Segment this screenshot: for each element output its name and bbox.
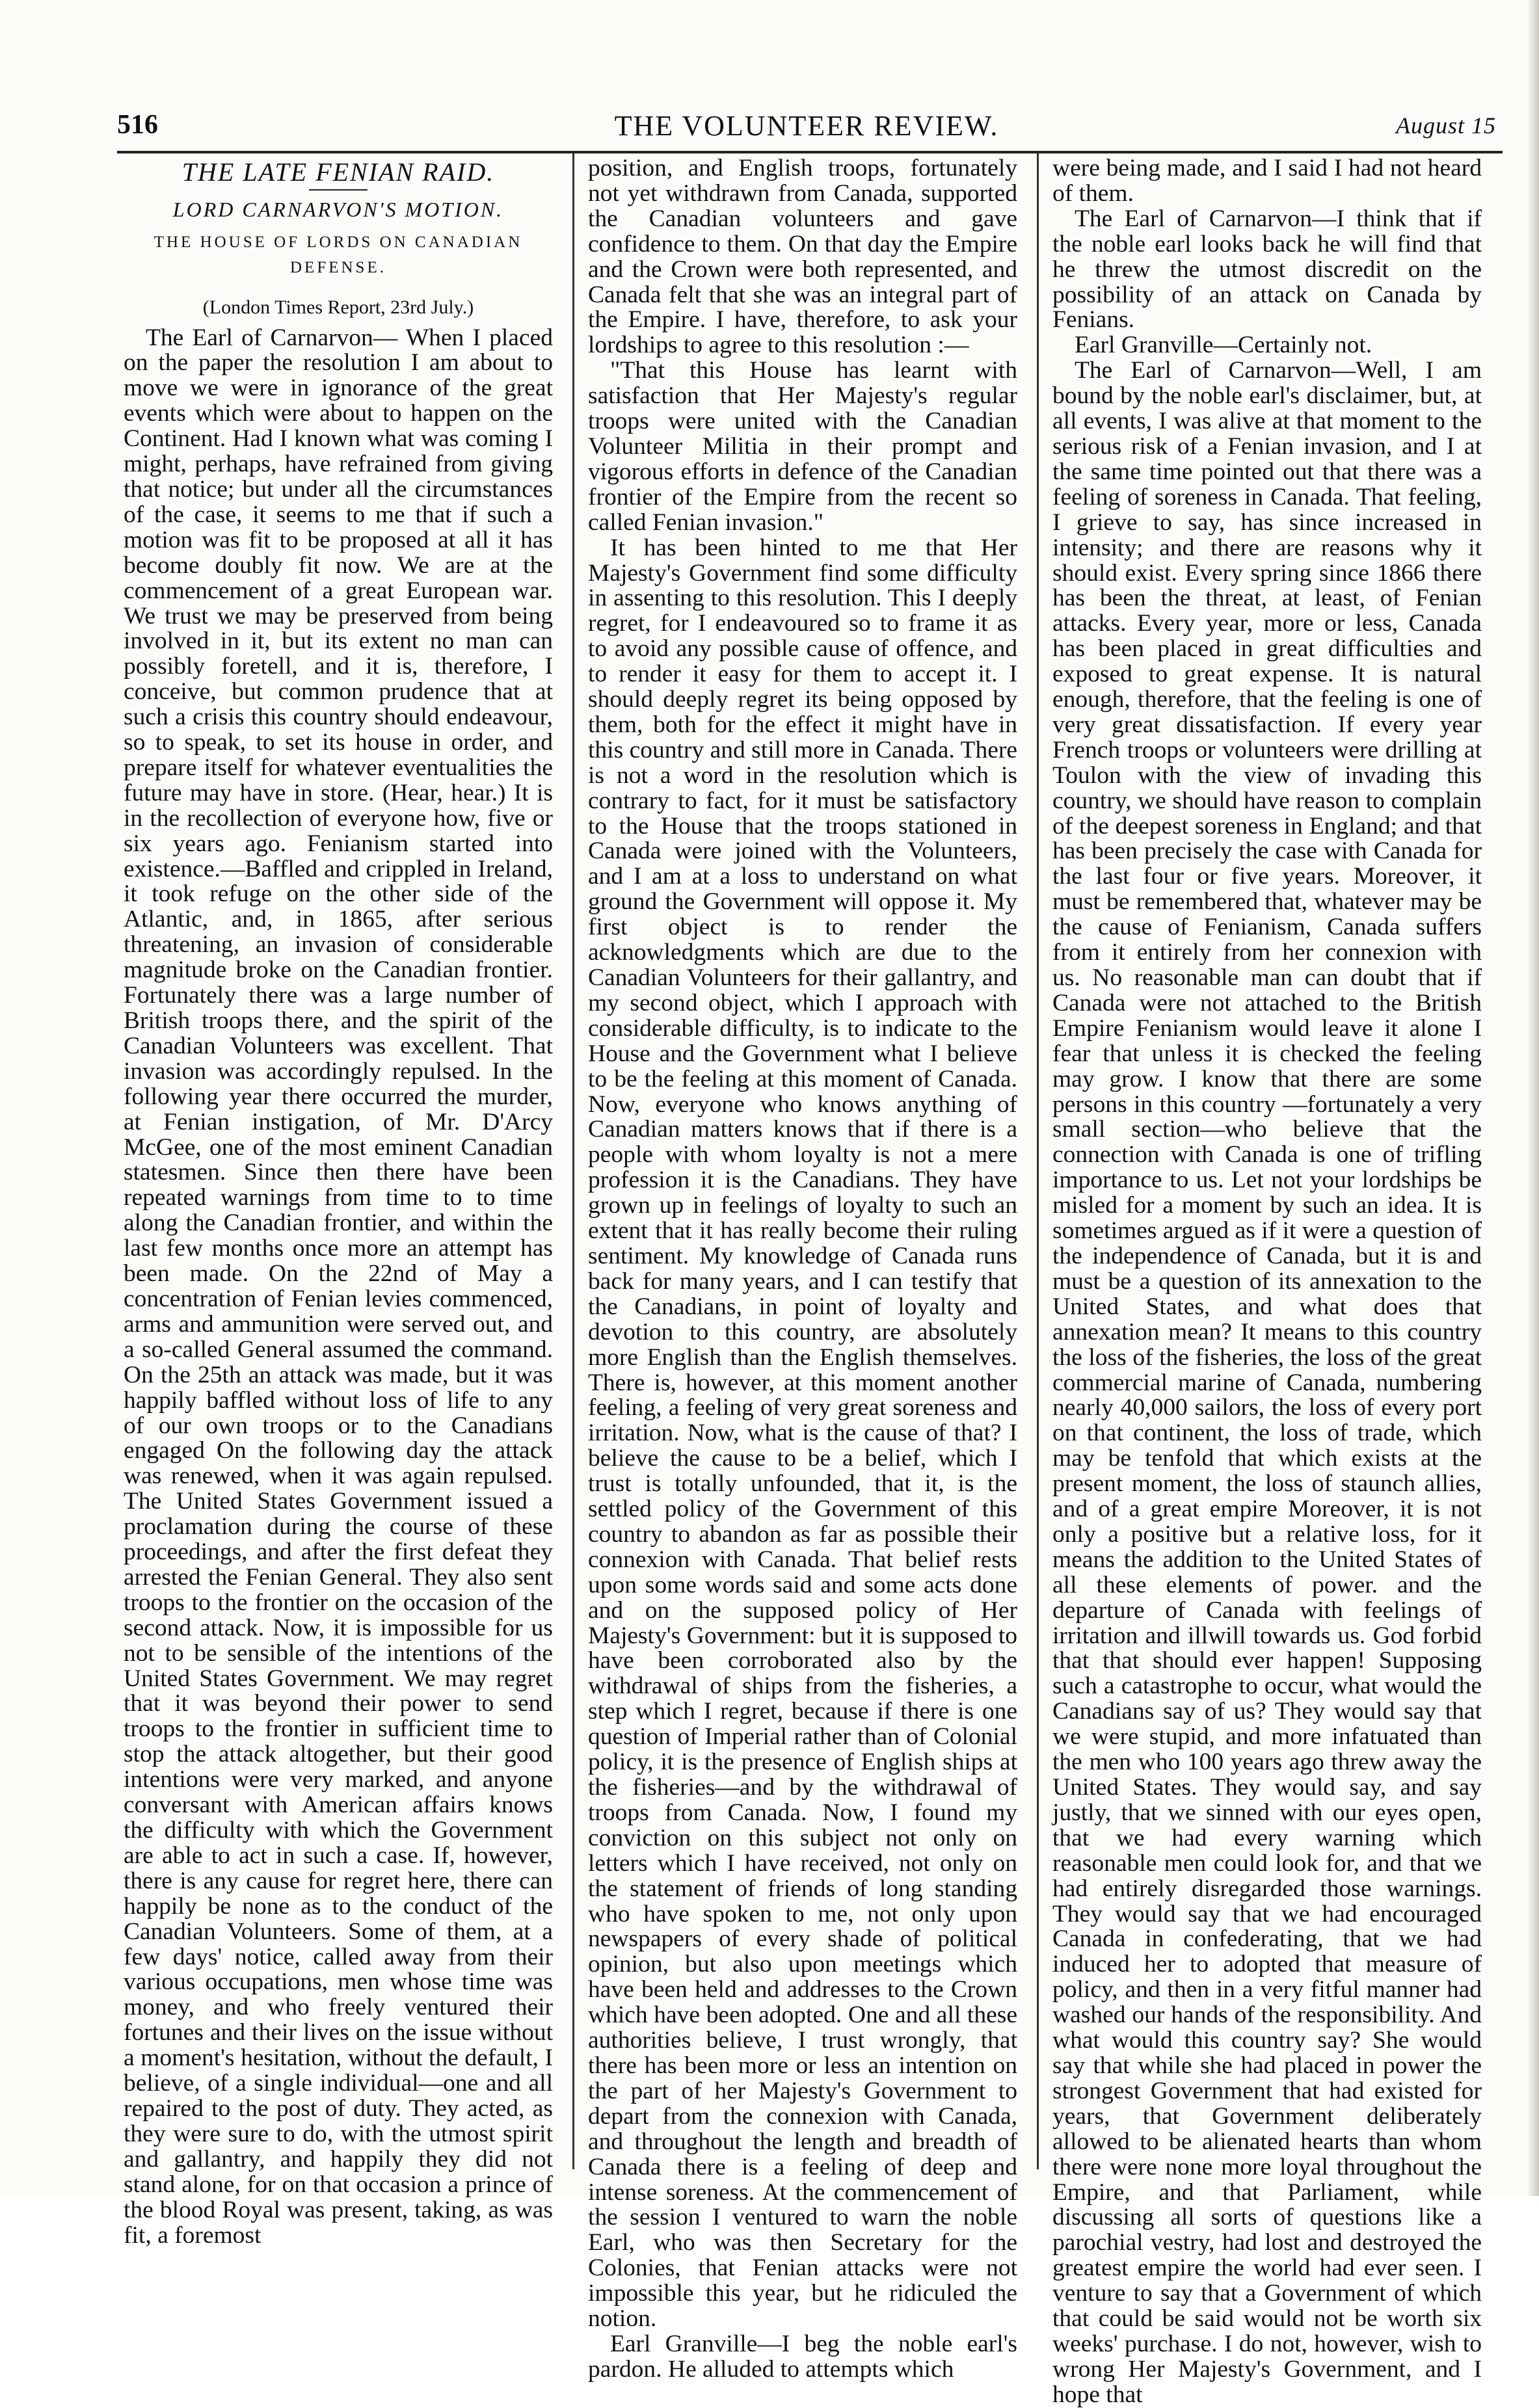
page-edge-shadow [1527,0,1539,2196]
paragraph: were being made, and I said I had not heard of them. [1052,155,1482,207]
issue-date: August 15 [1395,112,1496,139]
paragraph: The Earl of Carnarvon— When I placed on the paper the resolution I am about to move we were in ignorance of the great events which were about to happen on the Continent. Had I known what was coming I might, perhaps, have refrained from giving that notice; but under all the circumstances of the case, it seems to me that if such a motion was fit to be proposed at all it has become doubly fit now. We are at the commencement of a great European war. We trust we may be preserved from being involved in it, but its extent no man can possibly foretell, and it is, therefore, I conceive, but common prudence that at such a crisis this country should endeavour, so to speak, to set its house in order, and prepare itself for whatever eventualities the future may have in store. (Hear, hear.) It is in the recollection of everyone how, five or six years ago. Fenianism started into existence.—Baffled and crippled in Ireland, it took refuge on the other side of the Atlantic, and, in 1865, after serious threatening, an invasion of considerable magnitude broke on the Canadian frontier. Fortunately there was a large number of British troops there, and the spirit of the Canadian Volunteers was excellent. That invasion was accordingly repulsed. In the following year there occurred the murder, at Fenian instigation, of Mr. D'Arcy McGee, one of the most eminent Canadian statesmen. Since then there have been repeated warnings from time to to time along the Canadian frontier, and within the last few months once more an attempt has been made. On the 22nd of May a concentration of Fenian levies commenced, arms and ammunition were served out, and a so-called General assumed the command. On the 25th an attack was made, but it was happily baffled without loss of life to any of our own troops or to the Canadians engaged On the following day the attack was renewed, when it was again repulsed. The United States Government issued a proclamation during the course of these proceedings, and after the first defeat they arrested the Fenian General. They also sent troops to the frontier on the occasion of the second attack. Now, it is impossible for us not to be sensible of the intentions of the United States Government. We may regret that it was beyond their power to send troops to the frontier in sufficient time to stop the attack altogether, but their good intentions were very marked, and anyone conversant with American affairs knows the difficulty with which the Government are able to act in such a case. If, however, there is any cause for regret here, there can happily be none as to the conduct of the Canadian Volunteers. Some of them, at a few days' notice, called away from their various occupations, men whose time was money, and who freely ventured their fortunes and their lives on the issue without a moment's hesitation, without the default, I believe, of a single individual—one and all repaired to the post of duty. They acted, as they were sure to do, with the utmost spirit and gallantry, and happily they did not stand alone, for on that occasion a prince of the blood Royal was present, taking, as was fit, a foremost [124,324,553,2249]
paragraph: The Earl of Carnarvon—I think that if the noble earl looks back he will find that he threw the utmost discredit on the possibility of an attack on Canada by Fenians. [1052,205,1482,334]
text-column-3 [1052,155,1482,2408]
paragraph: It has been hinted to me that Her Majesty's Government find some difficulty in assenting to this resolution. This I deeply regret, for I endeavoured so to frame it as to avoid any possible cause of offence, and to render it easy for them to accept it. I should deeply regret its being opposed by them, both for the effect it might have in this country and still more in Canada. There is not a word in the resolution which is contrary to fact, for it must be satisfactory to the House that the troops stationed in Canada were joined with the Volunteers, and I am at a loss to understand on what ground the Government will oppose it. My first object is to render the acknowledgments which are due to the Canadian Volunteers for their gallantry, and my second object, which I approach with considerable difficulty, is to indicate to the House and the Government what I believe to be the feeling at this moment of Canada. Now, everyone who knows anything of Canadian matters knows that if there is a people with whom loyalty is not a mere profession it is the Canadians. They have grown up in feelings of loyalty to such an extent that it has really become their ruling sentiment. My knowledge of Canada runs back for many years, and I can testify that the Canadians, in point of loyalty and devotion to this country, are absolutely more English than the English themselves. There is, however, at this moment another feeling, a feeling of very great soreness and irritation. Now, what is the cause of that? I believe the cause to be a belief, which I trust is totally unfounded, that it, is the settled policy of the Government of this country to abandon as far as possible their connexion with Canada. That belief rests upon some words said and some acts done and on the supposed policy of Her Majesty's Government: but it is supposed to have been corroborated also by the withdrawal of ships from the fisheries, a step which I regret, because if there is one question of Imperial rather than of Colonial policy, it is the presence of English ships at the fisheries—and by the withdrawal of troops from Canada. Now, I found my conviction on this subject not only on letters which I have received, not only on the statement of friends of long standing who have spoken to me, not only upon newspapers of every shade of political opinion, but also upon meetings which have been held and addresses to the Crown which have been adopted. One and all these authorities believe, I trust wrongly, that there has been more or less an intention on the part of her Majesty's Government to depart from the connexion with Canada, and throughout the length and breadth of Canada there is a feeling of deep and intense soreness. At the commencement of the session I ventured to warn the noble Earl, who was then Secretary for the Colonies, that Fenian attacks were not impossible this year, but he ridiculed the notion. [588,534,1017,2333]
article-title: THE LATE FENIAN RAID. [181,157,495,187]
article-source: (London Times Report, 23rd July.) [202,296,474,318]
publication-title: THE VOLUNTEER REVIEW. [614,110,999,142]
paragraph: Earl Granville—I beg the noble earl's pardon. He alluded to attempts which [588,2330,1017,2383]
paragraph: position, and English troops, fortunately not yet withdrawn from Canada, supported the Canadian volunteers and gave confidence to them. On that day the Empire and the Crown were both represented, and Canada felt that she was an integral part of the Empire. I have, therefore, to ask your lordships to agree to this resolution :— [588,155,1017,359]
column-divider [572,153,574,2169]
text-column-2 [588,155,1017,2383]
column-divider [1037,153,1039,2169]
title-rule [309,189,368,191]
quoted-resolution: "That this House has learnt with satisfaction that Her Majesty's regular troops were united with the Canadian Volunteer Militia in their prompt and vigorous efforts in defence of the Canadian frontier of the Empire from the recent so called Fenian invasion." [588,357,1017,536]
paragraph: Earl Granville—Certainly not. [1075,332,1372,359]
page-number: 516 [117,110,158,140]
article-subheading: THE HOUSE OF LORDS ON CANADIAN DEFENSE. [154,233,523,276]
page-header [117,109,1496,155]
header-rule [117,151,1503,153]
paragraph: The Earl of Carnarvon—Well, I am bound by the noble earl's disclaimer, but, at all events, I was alive at that moment to the serious risk of a Fenian invasion, and I at the same time pointed out that there was a feeling of soreness in Canada. That feeling, I grieve to say, has since increased in intensity; and there are reasons why it should exist. Every spring since 1866 there has been the threat, at least, of Fenian attacks. Every year, more or less, Canada has been placed in great difficulties and exposed to great expense. It is natural enough, therefore, that the feeling is one of very great dissatisfaction. If every year French troops or volunteers were drilling at Toulon with the view of invading this country, we should have reason to complain of the deepest soreness in England; and that has been precisely the case with Canada for the last four or five years. Moreover, it must be remembered that, whatever may be the cause of Fenianism, Canada suffers from it entirely from her connexion with us. No reasonable man can doubt that if Canada were not attached to the British Empire Fenianism would leave it alone I fear that unless it is checked the feeling may grow. I know that there are some persons in this country —fortunately a very small section—who believe that the connection with Canada is one of trifling importance to us. Let not your lordships be misled for a moment by such an idea. It is sometimes argued as if it were a question of the independence of Canada, but it is and must be a question of its annexation to the United States, and what does that annexation mean? It means to this country the loss of the fisheries, the loss of the great commercial marine of Canada, numbering nearly 40,000 sailors, the loss of every port on that continent, the loss of trade, which may be tenfold that which exists at the present moment, the loss of staunch allies, and of a great empire Moreover, it is not only a positive but a relative loss, for it means the addition to the United States of all these elements of power. and the departure of Canada with feelings of irritation and illwill towards us. God forbid that that should ever happen! Supposing such a catastrophe to occur, what would the Canadians say of us? They would say that we were stupid, and more infatuated than the men who 100 years ago threw away the United States. They would say, and say justly, that we sinned with our eyes open, that we had every warning which reasonable men could look for, and that we had entirely disregarded those warnings. They would say that we had encouraged Canada in confederating, that we had induced her to adopted that measure of policy, and then in a very fitful manner had washed our hands of the responsibility. And what would this country say? She would say that while she had placed in power the strongest Government that had existed for years, that Government deliberately allowed to be alienated hearts than whom there were none more loyal throughout the Empire, and that Parliament, while discussing all sorts of questions like a parochial vestry, had lost and destroyed the greatest empire the world had ever seen. I venture to say that a Government of which that could be said would not be worth six weeks' purchase. I do not, however, wish to wrong Her Majesty's Government, and I hope that [1052,357,1482,2408]
text-column-1 [124,156,553,2249]
article-subtitle: LORD CARNARVON'S MOTION. [172,197,504,221]
